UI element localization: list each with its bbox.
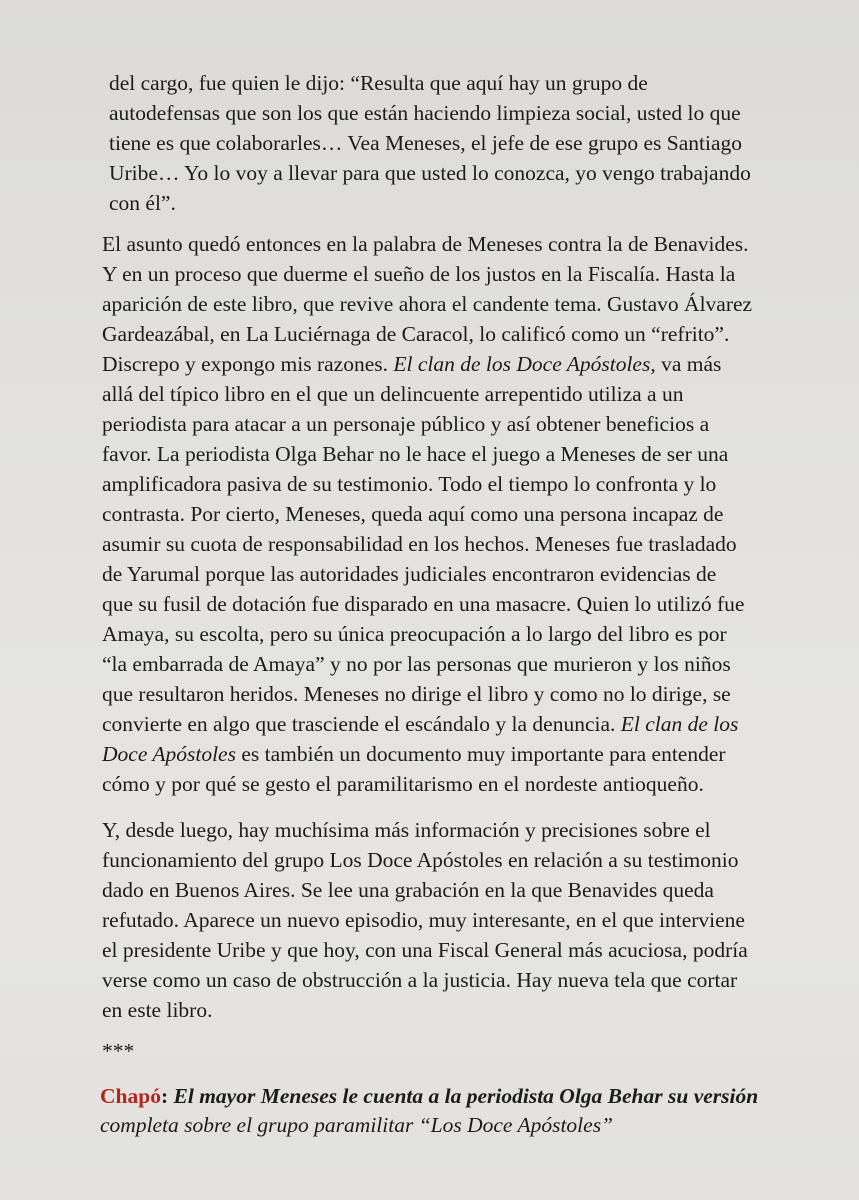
caption-text: El mayor Meneses le cuenta a la periodista Olga Behar su versión	[173, 1084, 759, 1108]
caption-line	[100, 1082, 758, 1111]
text-segment: , va más	[650, 352, 722, 376]
text-line: asumir su cuota de responsabilidad en los hechos. Meneses fue trasladado	[102, 532, 737, 556]
text-line: El asunto quedó entonces en la palabra de Meneses contra la de Benavides.	[102, 232, 749, 256]
text-line: Gardeazábal, en La Luciérnaga de Caracol, lo calificó como un “refrito”.	[102, 322, 730, 346]
text-line: tiene es que colaborarles… Vea Meneses, el jefe de ese grupo es Santiago	[109, 131, 743, 155]
caption-line: completa sobre el grupo paramilitar “Los Doce Apóstoles”	[100, 1113, 614, 1137]
text-line: el presidente Uribe y que hoy, con una Fiscal General más acuciosa, podría	[102, 938, 748, 962]
text-line: que resultaron heridos. Meneses no dirige el libro y como no lo dirige, se	[102, 682, 731, 706]
text-line: periodista para atacar a un personaje público y así obtener beneficios a	[102, 412, 710, 436]
section-separator: ***	[102, 1039, 135, 1063]
text-line	[102, 739, 752, 769]
text-segment: es también un documento muy importante para entender	[235, 742, 726, 766]
text-line: Y en un proceso que duerme el sueño de los justos en la Fiscalía. Hasta la	[102, 262, 736, 286]
text-line: aparición de este libro, que revive ahora el candente tema. Gustavo Álvarez	[102, 292, 753, 316]
paragraph-book-review	[102, 229, 752, 799]
text-line: dado en Buenos Aires. Se lee una grabación en la que Benavides queda	[102, 878, 714, 902]
text-line: que su fusil de dotación fue disparado en una masacre. Quien lo utilizó fue	[102, 592, 745, 616]
text-line: amplificadora pasiva de su testimonio. Todo el tiempo lo confronta y lo	[102, 472, 717, 496]
chapo-label: Chapó	[100, 1084, 161, 1108]
text-line: funcionamiento del grupo Los Doce Apóstoles en relación a su testimonio	[102, 848, 739, 872]
text-line	[102, 349, 752, 379]
chapo-colon: :	[160, 1084, 174, 1108]
text-line: Y, desde luego, hay muchísima más información y precisiones sobre el	[102, 818, 711, 842]
text-line: de Yarumal porque las autoridades judiciales encontraron evidencias de	[102, 562, 717, 586]
text-line: en este libro.	[102, 998, 213, 1022]
text-line: allá del típico libro en el que un delincuente arrepentido utiliza a un	[102, 382, 684, 406]
text-line: Amaya, su escolta, pero su única preocupación a lo largo del libro es por	[102, 622, 727, 646]
text-line: cómo y por qué se gesto el paramilitarismo en el nordeste antioqueño.	[102, 772, 704, 796]
book-title: El clan de los	[620, 712, 739, 736]
paragraph-additional-info	[102, 815, 748, 1025]
text-line: refutado. Aparece un nuevo episodio, muy interesante, en el que interviene	[102, 908, 745, 932]
text-line: del cargo, fue quien le dijo: “Resulta que aquí hay un grupo de	[109, 71, 648, 95]
book-title: El clan de los Doce Apóstoles	[393, 352, 651, 376]
chapo-caption	[100, 1082, 758, 1140]
paragraph-quote-continuation	[109, 68, 751, 218]
text-line: autodefensas que son los que están haciendo limpieza social, usted lo que	[109, 101, 741, 125]
text-line: “la embarrada de Amaya” y no por las personas que murieron y los niños	[102, 652, 731, 676]
text-line: con él”.	[109, 191, 176, 215]
text-line: Uribe… Yo lo voy a llevar para que usted lo conozca, yo vengo trabajando	[109, 161, 751, 185]
text-line	[102, 709, 752, 739]
text-segment: convierte en algo que trasciende el escándalo y la denuncia.	[102, 712, 621, 736]
text-segment: Discrepo y expongo mis razones.	[102, 352, 394, 376]
book-title: Doce Apóstoles	[102, 742, 236, 766]
text-line: favor. La periodista Olga Behar no le hace el juego a Meneses de ser una	[102, 442, 729, 466]
text-line: contrasta. Por cierto, Meneses, queda aquí como una persona incapaz de	[102, 502, 724, 526]
text-line: verse como un caso de obstrucción a la justicia. Hay nueva tela que cortar	[102, 968, 738, 992]
